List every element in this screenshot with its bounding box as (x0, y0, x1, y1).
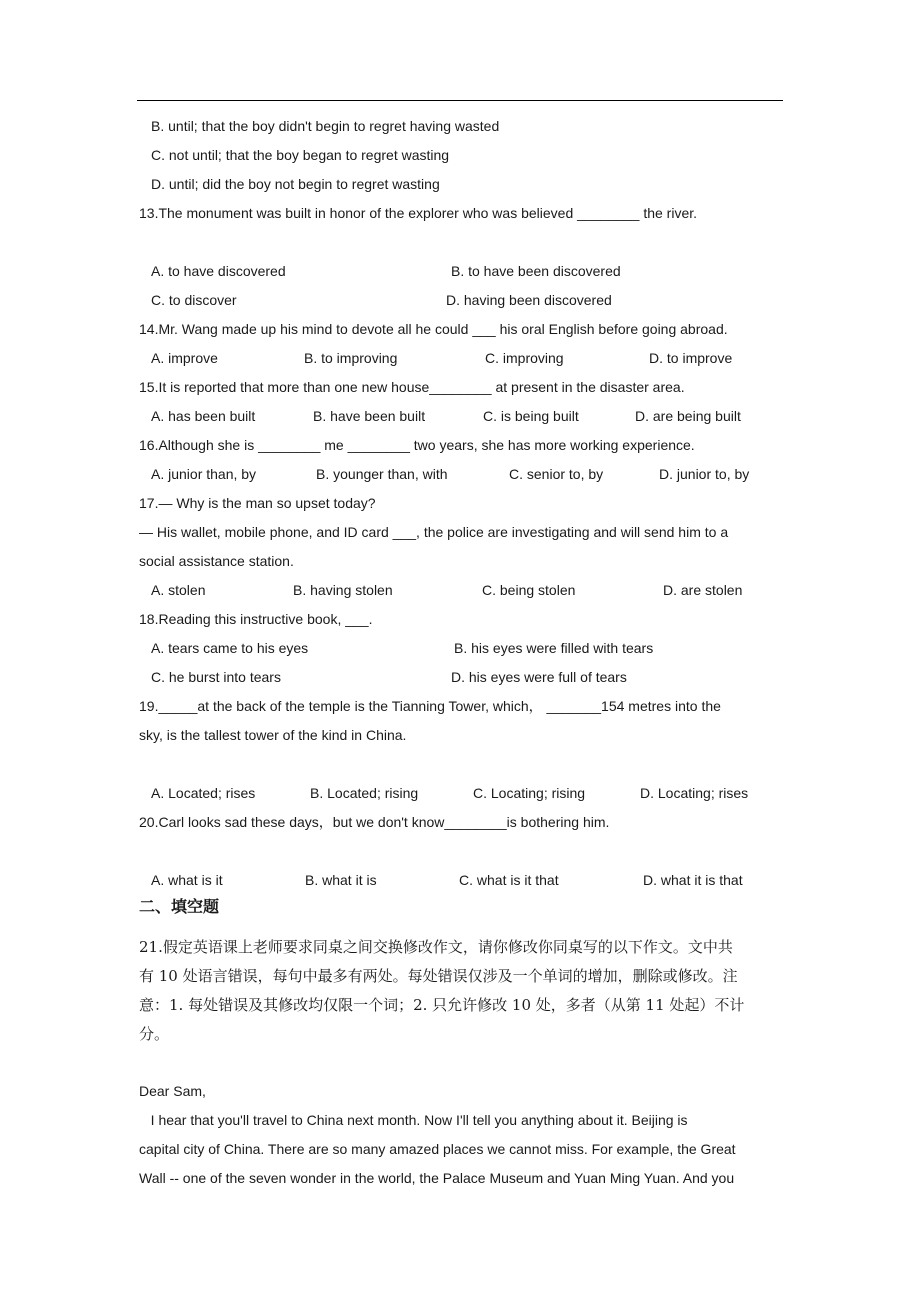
q15-option-c: C. is being built (483, 408, 579, 424)
q16-option-a: A. junior than, by (151, 466, 257, 482)
q20-stem: 20.Carl looks sad these days，but we don't know________is bothering him. (139, 814, 610, 830)
q12-option-b: B. until; that the boy didn't begin to regret having wasted (151, 118, 500, 134)
q14-option-d: D. to improve (649, 350, 733, 366)
header-rule (137, 100, 783, 101)
q13-option-a: A. to have discovered (151, 263, 286, 279)
q15-option-b: B. have been built (313, 408, 426, 424)
letter-salutation: Dear Sam, (139, 1083, 206, 1099)
q14-stem: 14.Mr. Wang made up his mind to devote all he could ___ his oral English before going abroad. (139, 321, 728, 337)
q16-option-c: C. senior to, by (509, 466, 604, 482)
q20-option-c: C. what is it that (459, 872, 559, 888)
letter-body-line-1: I hear that you'll travel to China next month. Now I'll tell you anything about it. Beijing is (139, 1112, 688, 1128)
q17-option-a: A. stolen (151, 582, 206, 598)
q17-stem-question: 17.— Why is the man so upset today? (139, 495, 376, 511)
q21-instructions-line-3: 意：1. 每处错误及其修改均仅限一个词；2. 只允许修改 10 处，多者（从第 11 处起）不计 (139, 996, 745, 1014)
q14-option-c: C. improving (485, 350, 564, 366)
q15-option-d: D. are being built (635, 408, 741, 424)
q17-option-b: B. having stolen (293, 582, 393, 598)
q19-option-a: A. Located; rises (151, 785, 256, 801)
q14-option-b: B. to improving (304, 350, 398, 366)
q13-option-c: C. to discover (151, 292, 237, 308)
letter-body-line-2: capital city of China. There are so many amazed places we cannot miss. For example, the Great (139, 1141, 736, 1157)
q18-option-d: D. his eyes were full of tears (451, 669, 627, 685)
q18-option-b: B. his eyes were filled with tears (454, 640, 654, 656)
section-heading: 二、填空题 (139, 897, 220, 916)
q12-option-c: C. not until; that the boy began to regret wasting (151, 147, 450, 163)
q18-option-a: A. tears came to his eyes (151, 640, 309, 656)
q16-stem: 16.Although she is ________ me ________ two years, she has more working experience. (139, 437, 695, 453)
q19-option-b: B. Located; rising (310, 785, 419, 801)
q19-option-c: C. Locating; rising (473, 785, 586, 801)
q19-option-d: D. Locating; rises (640, 785, 749, 801)
q13-option-b: B. to have been discovered (451, 263, 621, 279)
q20-option-b: B. what it is (305, 872, 377, 888)
q16-option-d: D. junior to, by (659, 466, 750, 482)
q21-instructions-line-2: 有 10 处语言错误，每句中最多有两处。每处错误仅涉及一个单词的增加，删除或修改。注 (139, 967, 738, 985)
q18-option-c: C. he burst into tears (151, 669, 281, 685)
letter-body-line-3: Wall -- one of the seven wonder in the world, the Palace Museum and Yuan Ming Yuan. And you (139, 1170, 735, 1186)
q17-option-d: D. are stolen (663, 582, 743, 598)
q19-stem: 19._____at the back of the temple is the Tianning Tower, which， _______154 metres into the (139, 698, 721, 714)
q13-option-d: D. having been discovered (446, 292, 612, 308)
q14-option-a: A. improve (151, 350, 218, 366)
q21-instructions-line-4: 分。 (139, 1025, 170, 1043)
q17-stem-continued: social assistance station. (139, 553, 294, 569)
q19-stem-continued: sky, is the tallest tower of the kind in China. (139, 727, 407, 743)
q15-stem: 15.It is reported that more than one new house________ at present in the disaster area. (139, 379, 685, 395)
q15-option-a: A. has been built (151, 408, 256, 424)
q20-option-d: D. what it is that (643, 872, 743, 888)
q13-stem: 13.The monument was built in honor of the explorer who was believed ________ the river. (139, 205, 698, 221)
q18-stem: 18.Reading this instructive book, ___. (139, 611, 373, 627)
q16-option-b: B. younger than, with (316, 466, 448, 482)
q17-stem-answer: — His wallet, mobile phone, and ID card ___, the police are investigating and will send him to a (139, 524, 729, 540)
q12-option-d: D. until; did the boy not begin to regret wasting (151, 176, 440, 192)
q21-instructions-line-1: 21.假定英语课上老师要求同桌之间交换修改作文，请你修改你同桌写的以下作文。文中共 (139, 938, 733, 956)
q17-option-c: C. being stolen (482, 582, 576, 598)
q20-option-a: A. what is it (151, 872, 223, 888)
